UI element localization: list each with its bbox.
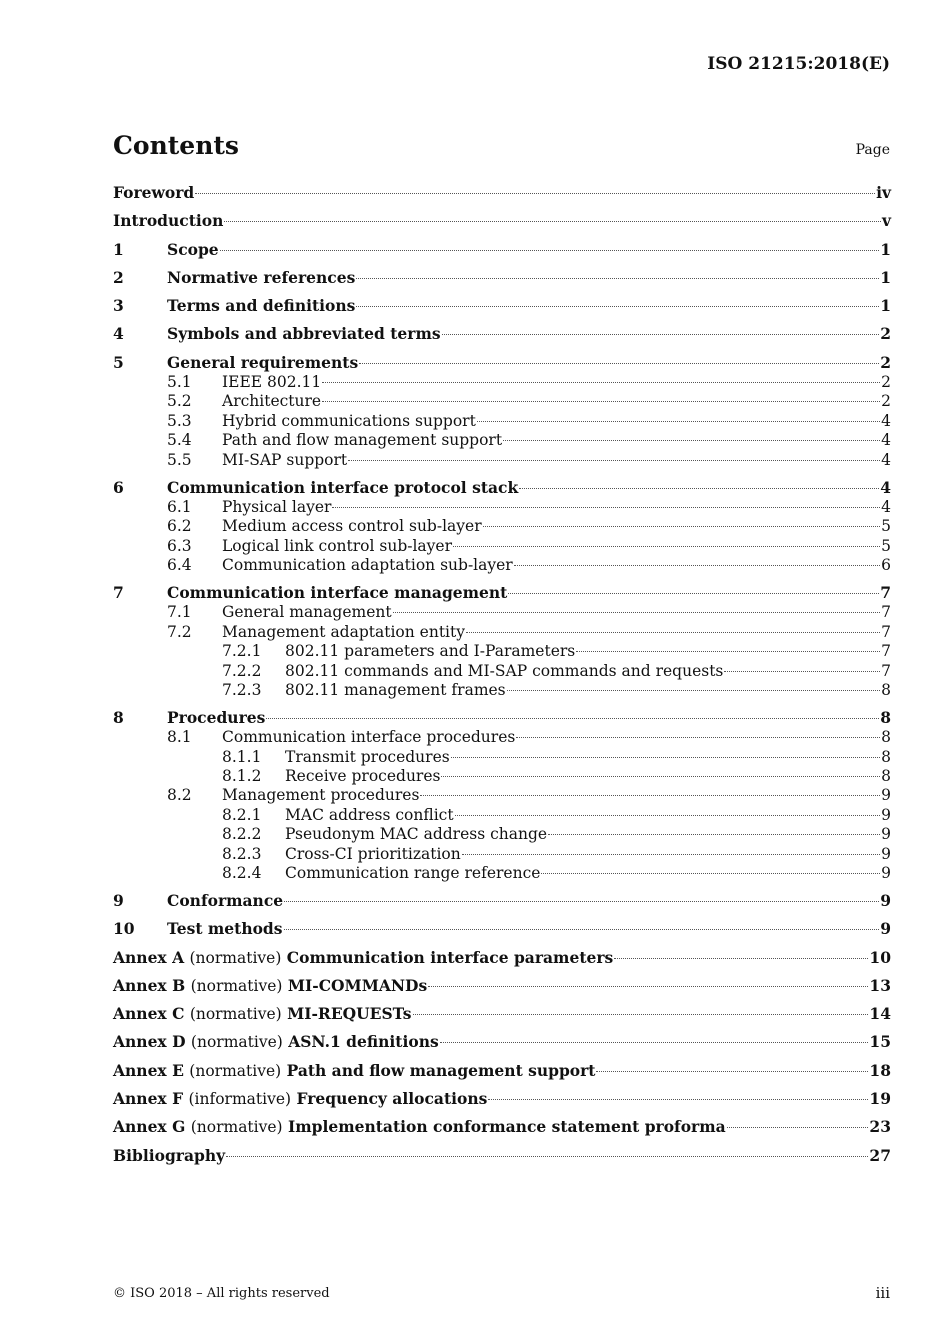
toc-entry-number: 4 [113,324,124,344]
leader-dots [441,776,880,777]
toc-entry-page: iv [876,183,891,202]
toc-entry-number: 8.1.1 [222,747,262,766]
toc-entry-page: 4 [881,431,891,450]
leader-dots [451,757,880,758]
toc-entry-6-2[interactable] [113,517,891,536]
toc-entry-title: Receive procedures [285,767,441,786]
toc-entry-title: Symbols and abbreviated terms [167,324,441,344]
toc-entry-title: Normative references [167,267,356,287]
annex-label: Annex E [113,1060,184,1080]
toc-entry-title: General management [222,603,392,622]
toc-entry-title: General requirements [167,352,359,372]
toc-entry-page: 9 [881,805,891,824]
toc-entry-title: MI-REQUESTs [287,1004,412,1024]
annex-label: Annex A [113,947,185,967]
toc-entry-7-2-3[interactable] [113,681,891,708]
toc-entry-8-2-3[interactable] [113,845,891,864]
leader-dots [483,526,881,527]
toc-entry-title: Scope [167,239,219,259]
toc-entry-page: 18 [869,1060,891,1080]
leader-dots [466,632,880,633]
toc-entry-page: 7 [881,661,891,680]
toc-entry-title: Path and flow management support [286,1060,596,1080]
toc-entry-bibliography[interactable] [113,1146,891,1174]
page-number: iii [875,1284,890,1302]
annex-label: Annex C [113,1004,185,1024]
toc-entry-page: 9 [881,786,891,805]
leader-dots [596,1071,868,1072]
toc-entry-title: Terms and definitions [167,296,356,316]
leader-dots [541,873,880,874]
toc-entry-number: 7.2.3 [222,680,262,699]
toc-entry-6-1[interactable] [113,498,891,517]
toc-entry-page: 2 [880,352,891,372]
toc-entry-number: 5.4 [167,431,192,450]
toc-entry-page: 4 [880,477,891,497]
toc-entry-number: 8.2.2 [222,825,262,844]
toc-entry-page: 2 [881,373,891,392]
page-column-label: Page [855,142,890,158]
leader-dots [226,1156,868,1157]
toc-entry-section-1[interactable] [113,240,891,268]
toc-entry-title: Hybrid communications support [222,411,476,430]
toc-entry-8-1-1[interactable] [113,748,891,767]
toc-entry-8-2-4[interactable] [113,864,891,891]
toc-entry-section-2[interactable] [113,268,891,296]
toc-entry-8-1-2[interactable] [113,767,891,786]
copyright-notice: © ISO 2018 – All rights reserved [113,1286,330,1301]
toc-entry-section-5[interactable] [113,353,891,373]
leader-dots [508,593,879,594]
toc-entry-section-8[interactable] [113,708,891,728]
leader-dots [356,306,879,307]
annex-type: (normative) [189,1061,282,1080]
toc-entry-number: 8.2.1 [222,805,262,824]
leader-dots [220,250,880,251]
table-of-contents [113,183,891,1174]
toc-entry-number: 5.1 [167,373,192,392]
leader-dots [724,671,880,672]
toc-entry-page: 9 [880,891,891,910]
toc-entry-annex-a[interactable] [113,948,891,976]
toc-entry-annex-c[interactable] [113,1004,891,1032]
toc-entry-page: 4 [881,411,891,430]
toc-entry-number: 8.2.4 [222,864,262,882]
annex-label: Annex G [113,1117,186,1137]
leader-dots [455,815,881,816]
leader-dots [420,795,880,796]
toc-entry-section-4[interactable] [113,324,891,352]
toc-entry-number: 5 [113,352,124,372]
toc-entry-page: 23 [869,1117,891,1137]
contents-title: Contents [113,131,240,160]
toc-entry-annex-f[interactable] [113,1089,891,1117]
annex-label: Annex F [113,1089,184,1109]
annex-label: Annex B [113,975,186,995]
toc-entry-number: 7 [113,583,124,603]
toc-entry-5-4[interactable] [113,431,891,450]
toc-entry-title: Procedures [167,707,266,727]
toc-entry-title: Introduction [113,211,224,231]
toc-entry-number: 8.2.3 [222,844,262,863]
toc-entry-page: 8 [881,747,891,766]
leader-dots [322,401,880,402]
toc-entry-number: 7.2.2 [222,661,262,680]
toc-entry-title: Communication adaptation sub-layer [222,556,513,575]
leader-dots [477,421,880,422]
toc-entry-title: Pseudonym MAC address change [285,825,548,844]
toc-entry-page: 4 [881,497,891,516]
toc-entry-title: Communication interface procedures [222,728,516,747]
toc-entry-6-3[interactable] [113,537,891,556]
toc-entry-7-2-2[interactable] [113,662,891,681]
toc-entry-page: 8 [881,728,891,747]
leader-dots [514,565,880,566]
toc-entry-title: MI-COMMANDs [287,975,428,995]
toc-entry-page: 7 [880,583,891,603]
toc-entry-page: 27 [869,1145,891,1165]
toc-entry-title: Transmit procedures [285,747,450,766]
toc-entry-page: 10 [869,947,891,967]
toc-entry-title: Communication range reference [285,864,541,882]
toc-entry-page: 1 [880,239,891,259]
toc-entry-title: Foreword [113,183,195,202]
leader-dots [488,1099,868,1100]
annex-type: (normative) [190,1118,283,1137]
leader-dots [614,958,868,959]
toc-entry-5-3[interactable] [113,412,891,431]
toc-entry-page: 8 [880,707,891,727]
toc-entry-page: 6 [881,556,891,575]
toc-entry-5-5[interactable] [113,451,891,478]
toc-entry-number: 5.3 [167,411,192,430]
document-id: ISO 21215:2018(E) [707,54,890,74]
toc-entry-title: MI-SAP support [222,450,348,469]
toc-entry-number: 3 [113,296,124,316]
toc-entry-title: Frequency allocations [296,1089,488,1109]
toc-entry-page: 9 [881,825,891,844]
toc-entry-title: Bibliography [113,1145,226,1165]
toc-entry-annex-d[interactable] [113,1032,891,1060]
leader-dots [356,278,879,279]
toc-entry-title: Test methods [167,919,283,939]
toc-entry-8-2-2[interactable] [113,825,891,844]
annex-label: Annex D [113,1032,186,1052]
toc-entry-page: 1 [880,296,891,316]
annex-type: (normative) [190,976,283,995]
toc-entry-page: 5 [881,517,891,536]
leader-dots [503,440,880,441]
toc-entry-annex-g[interactable] [113,1117,891,1145]
toc-entry-page: 7 [881,603,891,622]
toc-entry-7-1[interactable] [113,603,891,622]
toc-entry-8-1[interactable] [113,728,891,747]
annex-type: (normative) [189,948,282,967]
leader-dots [284,929,880,930]
toc-entry-section-6[interactable] [113,478,891,498]
toc-entry-number: 6.1 [167,497,192,516]
leader-dots [548,834,880,835]
toc-entry-section-7[interactable] [113,583,891,603]
toc-entry-6-4[interactable] [113,556,891,583]
toc-entry-number: 6.3 [167,536,192,555]
leader-dots [519,488,879,489]
toc-entry-number: 2 [113,267,124,287]
annex-type: (normative) [189,1005,282,1024]
toc-entry-title: 802.11 parameters and I-Parameters [285,642,576,661]
toc-entry-section-9[interactable] [113,891,891,919]
toc-entry-introduction[interactable] [113,211,891,239]
toc-entry-page: 7 [881,622,891,641]
toc-entry-8-2[interactable] [113,786,891,805]
leader-dots [322,382,880,383]
toc-entry-title: Architecture [222,392,322,411]
leader-dots [453,546,880,547]
toc-entry-section-10[interactable] [113,919,891,947]
toc-entry-number: 9 [113,891,124,910]
toc-entry-title: Conformance [167,891,284,910]
leader-dots [393,612,881,613]
leader-dots [224,221,881,222]
leader-dots [195,193,875,194]
leader-dots [359,363,879,364]
toc-entry-title: 802.11 commands and MI-SAP commands and requests [285,661,724,680]
toc-entry-7-2[interactable] [113,623,891,642]
leader-dots [332,507,880,508]
leader-dots [442,334,880,335]
toc-entry-number: 7.2 [167,622,192,641]
toc-entry-page: 7 [881,642,891,661]
toc-entry-number: 5.2 [167,392,192,411]
toc-entry-title: Cross-CI prioritization [285,844,461,863]
toc-entry-number: 10 [113,919,135,939]
toc-entry-number: 1 [113,239,124,259]
toc-entry-title: IEEE 802.11 [222,373,322,392]
toc-entry-5-2[interactable] [113,392,891,411]
leader-dots [576,651,880,652]
toc-entry-page: 4 [881,450,891,469]
toc-entry-number: 7.2.1 [222,642,262,661]
toc-entry-number: 8.2 [167,786,192,805]
toc-entry-page: 2 [880,324,891,344]
toc-entry-page: 14 [869,1004,891,1024]
toc-entry-title: Management procedures [222,786,420,805]
toc-entry-number: 7.1 [167,603,192,622]
leader-dots [462,854,880,855]
toc-entry-page: 8 [881,680,891,699]
toc-entry-page: 13 [869,975,891,995]
leader-dots [428,986,868,987]
toc-entry-page: 2 [881,392,891,411]
toc-entry-title: ASN.1 definitions [288,1032,439,1052]
toc-entry-foreword[interactable] [113,183,891,211]
leader-dots [507,690,880,691]
toc-entry-annex-e[interactable] [113,1061,891,1089]
leader-dots [284,901,879,902]
toc-entry-title: Logical link control sub-layer [222,536,453,555]
toc-entry-page: 19 [869,1089,891,1109]
leader-dots [516,737,880,738]
toc-entry-title: Path and flow management support [222,431,503,450]
toc-entry-number: 6 [113,477,124,497]
annex-type: (normative) [190,1033,283,1052]
toc-entry-title: Management adaptation entity [222,622,465,641]
toc-entry-title: Medium access control sub-layer [222,517,482,536]
toc-entry-page: 9 [880,919,891,939]
toc-entry-title: Physical layer [222,497,332,516]
leader-dots [413,1014,869,1015]
toc-entry-page: 15 [869,1032,891,1052]
toc-entry-page: 9 [881,844,891,863]
toc-entry-page: v [881,211,891,231]
toc-entry-number: 8 [113,707,124,727]
toc-entry-number: 6.2 [167,517,192,536]
toc-entry-title: Communication interface parameters [286,947,614,967]
toc-entry-7-2-1[interactable] [113,642,891,661]
toc-entry-page: 9 [881,864,891,882]
toc-entry-annex-b[interactable] [113,976,891,1004]
leader-dots [440,1042,869,1043]
toc-entry-title: 802.11 management frames [285,680,506,699]
toc-entry-title: Implementation conformance statement proforma [288,1117,726,1137]
toc-entry-8-2-1[interactable] [113,806,891,825]
toc-entry-page: 8 [881,767,891,786]
toc-entry-section-3[interactable] [113,296,891,324]
annex-type: (informative) [188,1090,292,1109]
leader-dots [727,1127,869,1128]
toc-entry-title: Communication interface management [167,583,508,603]
toc-entry-number: 6.4 [167,556,192,575]
toc-entry-title: Communication interface protocol stack [167,477,519,497]
toc-entry-page: 5 [881,536,891,555]
leader-dots [266,718,879,719]
toc-entry-number: 8.1.2 [222,767,262,786]
toc-entry-title: MAC address conflict [285,805,454,824]
toc-entry-page: 1 [880,267,891,287]
toc-entry-number: 5.5 [167,450,192,469]
leader-dots [348,460,880,461]
toc-entry-number: 8.1 [167,728,192,747]
toc-entry-5-1[interactable] [113,373,891,392]
